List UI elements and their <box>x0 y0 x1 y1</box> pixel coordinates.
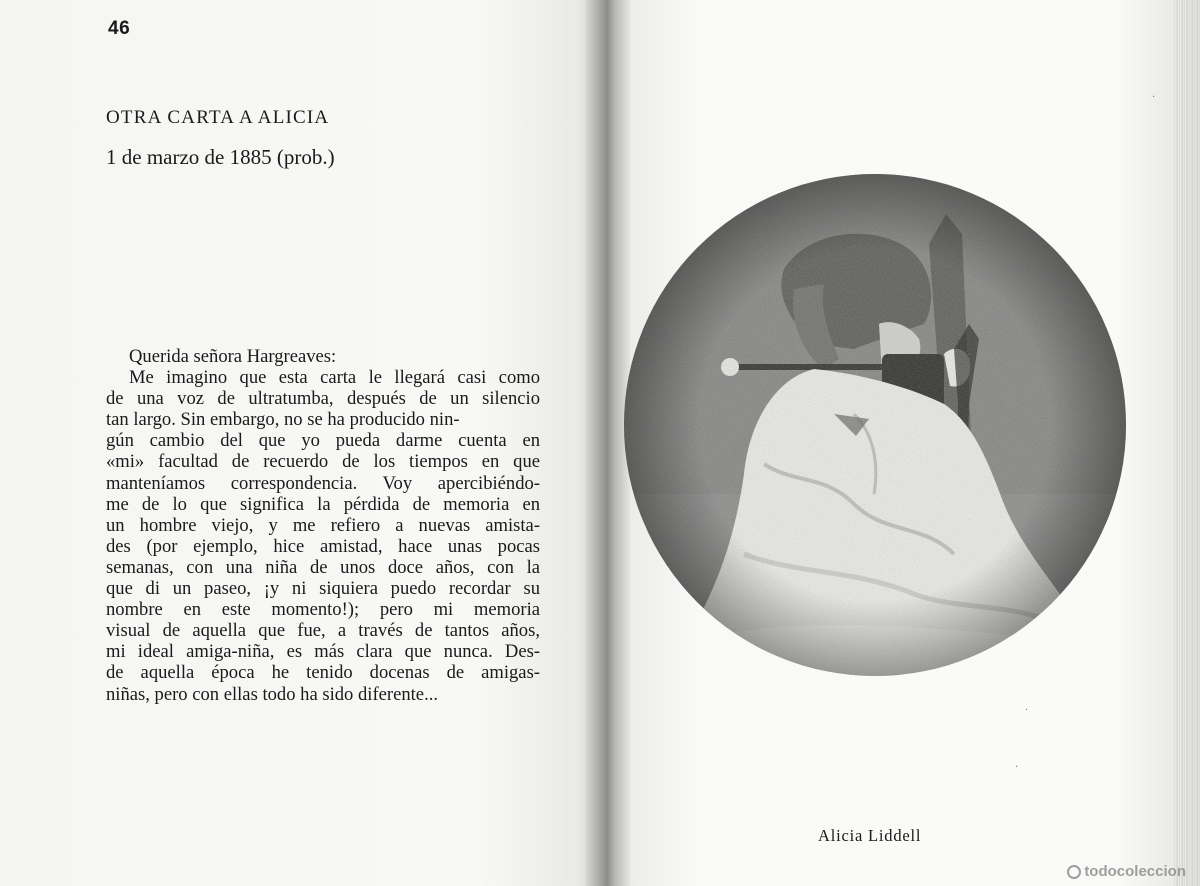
paper-speck: · <box>1025 705 1029 716</box>
letter-line: «mi» facultad de recuerdo de los tiempos en que <box>106 451 540 473</box>
letter-salutation: Querida señora Hargreaves: <box>129 346 337 367</box>
letter-line: manteníamos correspondencia. Voy apercibiéndo- <box>106 472 540 494</box>
letter-line: tan largo. Sin embargo, no se ha producido nin- <box>106 409 460 431</box>
letter-line: me de lo que significa la pérdida de memoria en <box>106 493 540 515</box>
letter-line: que di un paseo, ¡y ni siquiera puedo recordar su <box>106 578 540 600</box>
paper-speck: · <box>1152 92 1156 103</box>
letter-line: semanas, con una niña de unos doce años, con la <box>106 556 540 578</box>
page-edges <box>1174 0 1200 886</box>
left-page <box>0 0 596 886</box>
letter-line: niñas, pero con ellas todo ha sido diferente... <box>106 683 439 705</box>
letter-line: des (por ejemplo, hice amistad, hace unas pocas <box>106 535 540 557</box>
paper-speck: · <box>1015 762 1019 773</box>
alicia-liddell-photo <box>624 174 1126 676</box>
letter-line: de aquella época he tenido docenas de amigas- <box>106 662 540 684</box>
watermark-text: todocoleccion <box>1084 863 1186 880</box>
book-gutter <box>586 0 630 886</box>
page-number: 46 <box>108 18 131 39</box>
todocoleccion-watermark <box>1067 863 1186 880</box>
letter-line: gún cambio del que yo pueda darme cuenta en <box>106 430 540 452</box>
letter-line: nombre en este momento!); pero mi memoria <box>106 599 540 621</box>
letter-line: un hombre viejo, y me refiero a nuevas amista- <box>106 514 540 536</box>
letter-line: Me imagino que esta carta le llegará casi como <box>129 367 540 389</box>
photo-image <box>624 174 1126 676</box>
chapter-title: OTRA CARTA A ALICIA <box>106 107 330 128</box>
letter-date: 1 de marzo de 1885 (prob.) <box>106 145 335 169</box>
photo-caption: Alicia Liddell <box>818 826 922 845</box>
letter-line: mi ideal amiga-niña, es más clara que nunca. Des- <box>106 641 540 663</box>
letter-body <box>106 346 540 705</box>
watermark-logo-icon <box>1067 865 1081 879</box>
letter-line: visual de aquella que fue, a través de tantos años, <box>106 620 540 642</box>
letter-line: de una voz de ultratumba, después de un silencio <box>106 388 540 410</box>
